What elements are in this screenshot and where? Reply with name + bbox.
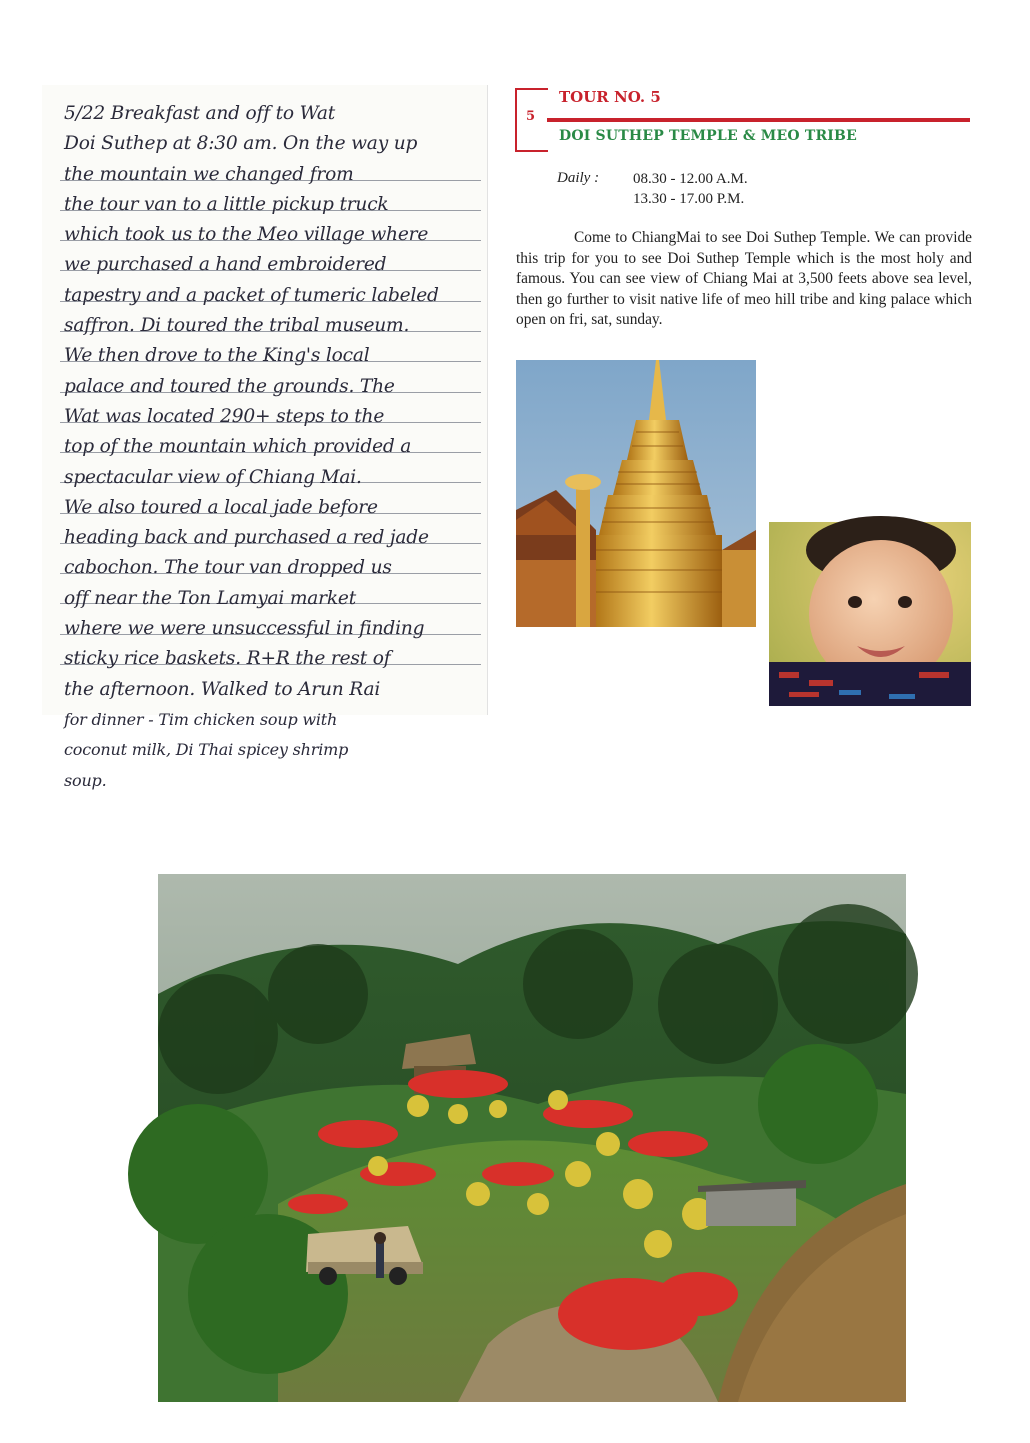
tour-number-badge	[515, 88, 548, 152]
journal-line: for dinner - Tim chicken soup with	[64, 709, 338, 729]
mountain-garden-photo	[158, 874, 906, 1402]
journal-line: where we were unsuccessful in finding	[64, 618, 425, 640]
tour-number: 5	[526, 109, 536, 124]
journal-line: We also toured a local jade before	[64, 496, 378, 518]
schedule-times	[633, 169, 748, 209]
journal-line: soup.	[64, 770, 107, 790]
schedule-label: Daily :	[557, 170, 600, 186]
journal-line: sticky rice baskets. R+R the rest of	[64, 648, 391, 670]
schedule-time-morning: 08.30 - 12.00 A.M.	[633, 171, 748, 187]
journal-line: palace and toured the grounds. The	[64, 375, 395, 397]
tour-description: Come to ChiangMai to see Doi Suthep Temple. We can provide this trip for you to see Doi Suthep Temple which is the most holy and famous. You can see view of Chiang Mai at 3,500 feets above sea level, then go further to visit native life of meo hill tribe and king palace which open on fri, sat, sunday.	[516, 229, 972, 328]
journal-line: heading back and purchased a red jade	[64, 527, 429, 549]
journal-line: we purchased a hand embroidered	[64, 254, 387, 276]
journal-line: the mountain we changed from	[64, 163, 354, 185]
journal-line: top of the mountain which provided a	[64, 436, 412, 458]
tour-title: TOUR NO. 5	[559, 88, 661, 106]
journal-line: 5/22 Breakfast and off to Wat	[64, 103, 336, 124]
journal-line: tapestry and a packet of tumeric labeled	[64, 284, 439, 306]
journal-line: the afternoon. Walked to Arun Rai	[64, 678, 381, 700]
journal-line: coconut milk, Di Thai spicey shrimp	[64, 740, 349, 760]
tour-subtitle: DOI SUTHEP TEMPLE & MEO TRIBE	[559, 128, 857, 144]
temple-photo	[516, 360, 756, 627]
schedule-time-afternoon: 13.30 - 17.00 P.M.	[633, 191, 745, 207]
journal-line: Wat was located 290+ steps to the	[64, 405, 385, 427]
hill-tribe-child-photo	[769, 522, 971, 706]
journal-line: which took us to the Meo village where	[64, 224, 429, 246]
journal-line: cabochon. The tour van dropped us	[64, 557, 392, 579]
header-divider	[547, 118, 970, 122]
journal-line: the tour van to a little pickup truck	[64, 193, 389, 215]
journal-text	[64, 99, 484, 796]
journal-line: spectacular view of Chiang Mai.	[64, 466, 362, 488]
handwritten-journal-note	[42, 85, 488, 790]
journal-line: saffron. Di toured the tribal museum.	[64, 315, 410, 337]
journal-line: We then drove to the King's local	[64, 345, 370, 367]
journal-line: off near the Ton Lamyai market	[64, 587, 356, 609]
journal-line: Doi Suthep at 8:30 am. On the way up	[64, 133, 418, 155]
